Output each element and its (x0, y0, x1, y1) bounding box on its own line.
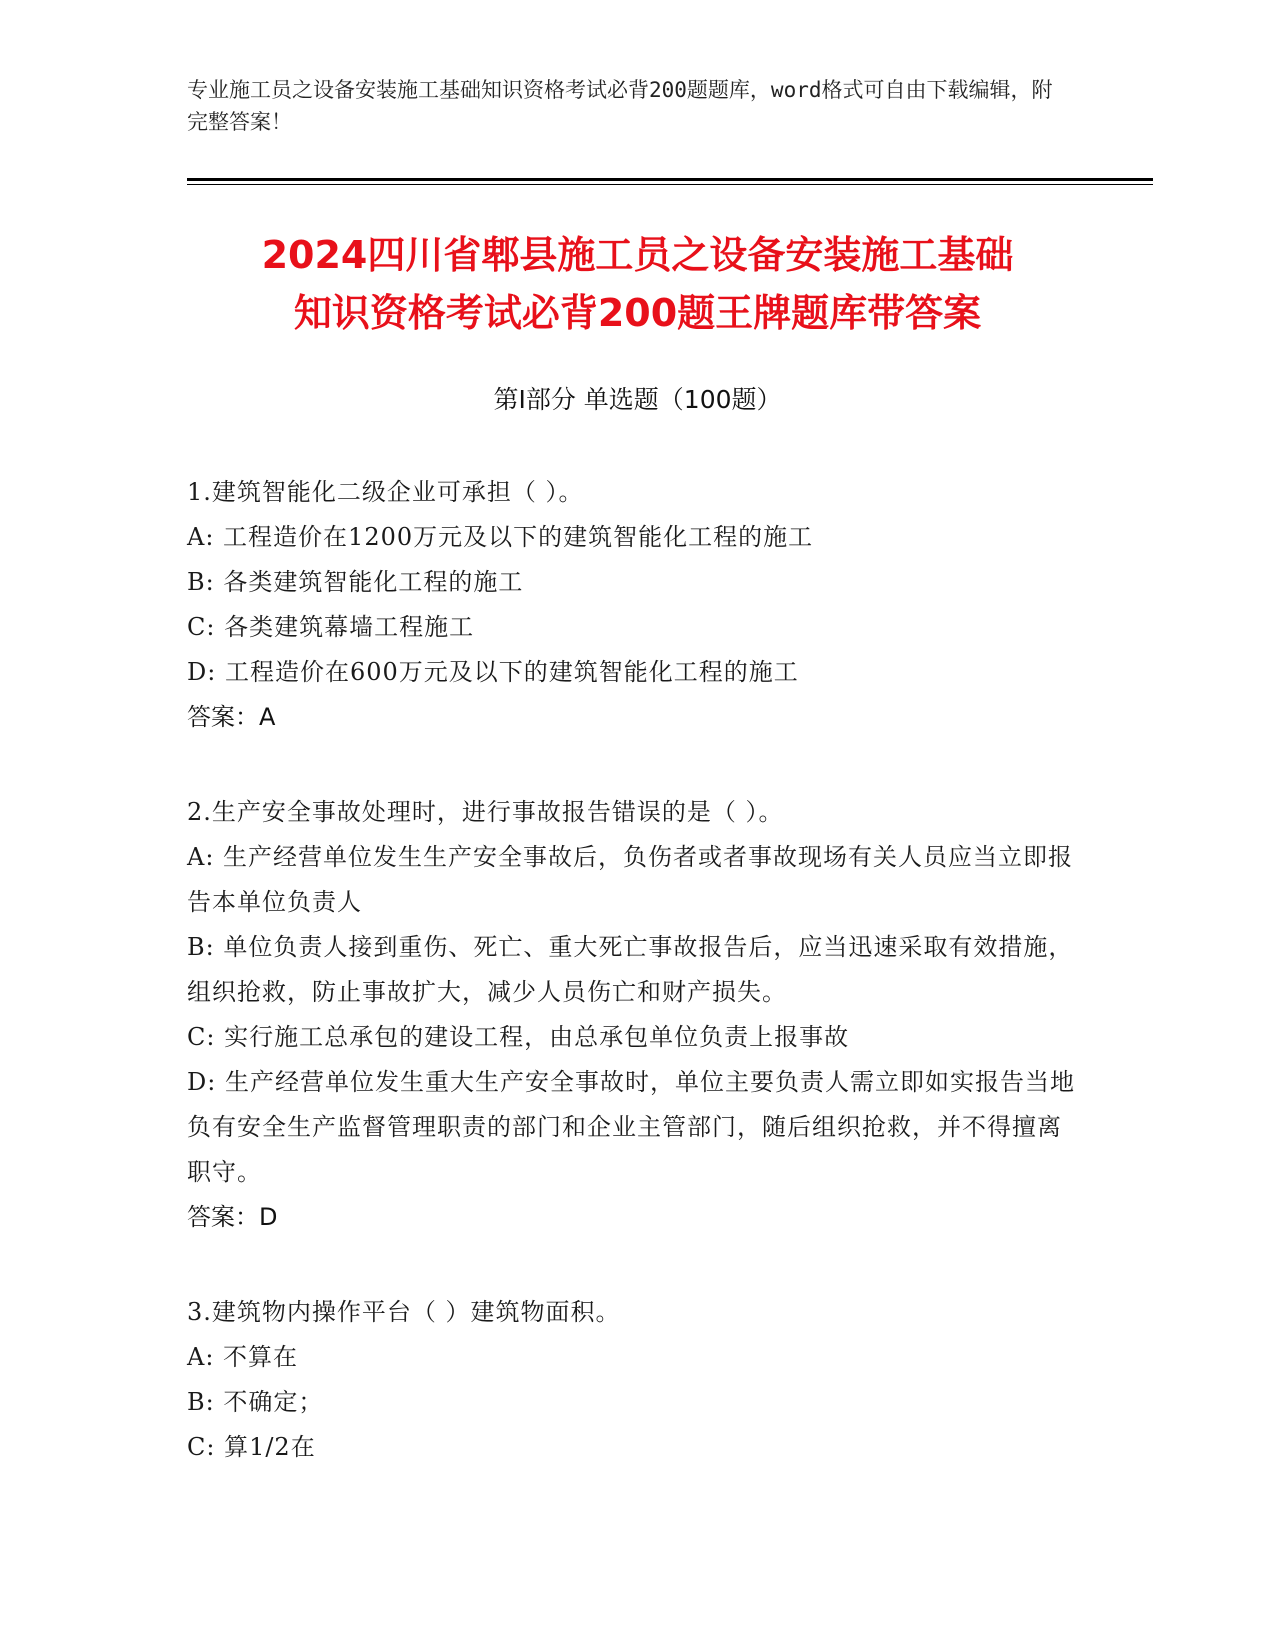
header-note: 专业施工员之设备安装施工基础知识资格考试必背200题题库，word格式可自由下载编辑，附完整答案！ (187, 78, 1053, 134)
document-title (170, 226, 1105, 342)
option-d: D: 工程造价在600万元及以下的建筑智能化工程的施工 (187, 658, 799, 686)
question-stem: 3.建筑物内操作平台（ ）建筑物面积。 (187, 1298, 621, 1326)
option-a: A: 工程造价在1200万元及以下的建筑智能化工程的施工 (187, 523, 814, 551)
answer-label: 答案：A (187, 703, 276, 731)
question-list (187, 470, 1077, 1520)
document-title-line-2: 知识资格考试必背200题王牌题库带答案 (293, 291, 982, 335)
question-3 (187, 1290, 1077, 1470)
option-a: A: 生产经营单位发生生产安全事故后，负伤者或者事故现场有关人员应当立即报告本单位负责人 (187, 843, 1074, 916)
question-stem: 1.建筑智能化二级企业可承担（ ）。 (187, 478, 584, 506)
document-title-line-1: 2024四川省郫县施工员之设备安装施工基础 (261, 233, 1014, 277)
option-a: A: 不算在 (187, 1343, 299, 1371)
option-d: D: 生产经营单位发生重大生产安全事故时，单位主要负责人需立即如实报告当地负有安全生产监督管理职责的部门和企业主管部门，随后组织抢救，并不得擅离职守。 (187, 1068, 1075, 1186)
option-b: B: 各类建筑智能化工程的施工 (187, 568, 524, 596)
section-heading: 第Ⅰ部分 单选题（100题） (493, 385, 782, 414)
question-stem: 2.生产安全事故处理时，进行事故报告错误的是（ ）。 (187, 798, 784, 826)
option-b: B: 不确定； (187, 1388, 324, 1416)
question-1 (187, 470, 1077, 740)
answer-label: 答案：D (187, 1203, 278, 1231)
option-c: C: 各类建筑幕墙工程施工 (187, 613, 475, 641)
question-2 (187, 790, 1077, 1240)
header-divider-thin (187, 184, 1153, 185)
header-divider (187, 178, 1153, 181)
option-c: C: 实行施工总承包的建设工程，由总承包单位负责上报事故 (187, 1023, 850, 1051)
option-b: B: 单位负责人接到重伤、死亡、重大死亡事故报告后，应当迅速采取有效措施，组织抢救，防止事故扩大，减少人员伤亡和财产损失。 (187, 933, 1074, 1006)
option-c: C: 算1/2在 (187, 1433, 316, 1461)
